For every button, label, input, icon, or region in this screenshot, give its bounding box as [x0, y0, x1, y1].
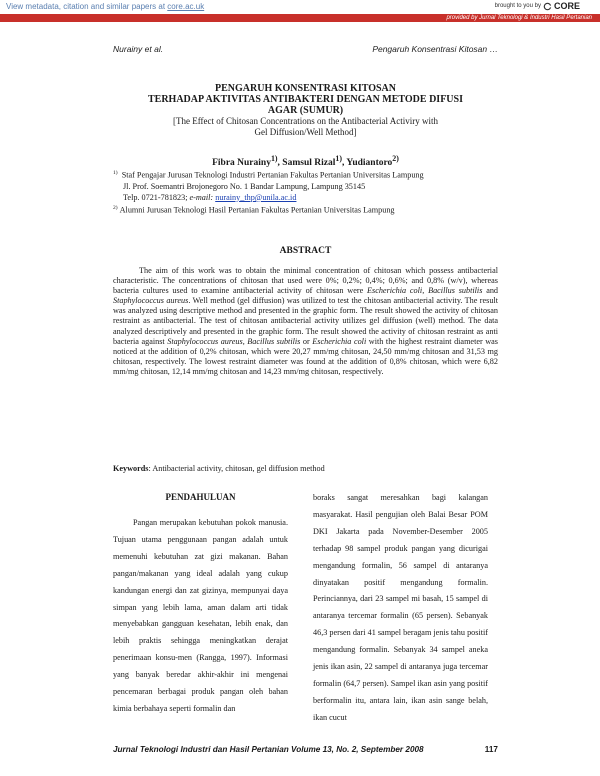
provided-by-bar: [0, 14, 600, 22]
journal-citation: Jurnal Teknologi Industri dan Hasil Pertanian Volume 13, No. 2, September 2008: [113, 745, 424, 754]
running-head-title: Pengaruh Konsentrasi Kitosan …: [372, 44, 498, 54]
affiliations: [113, 168, 513, 215]
keywords: [113, 464, 498, 473]
author-2: , Samsul Rizal: [277, 158, 336, 169]
section-heading-pendahuluan: PENDAHULUAN: [165, 492, 236, 502]
page-number: 117: [484, 745, 498, 754]
author-1: Fibra Nurainy: [212, 158, 271, 169]
author-list: Fibra Nurainy$^{1)}$, Samsul Rizal$^{1)}$, Yudiantoro$^{2)}$: [212, 154, 399, 169]
affiliation-contact: Telp. 0721-781823; e-mail: nurainy_thp@unila.ac.id: [123, 192, 297, 202]
keywords-text: : Antibacterial activity, chitosan, gel diffusion method: [148, 464, 325, 473]
english-title-line-2: Gel Diffusion/Well Method]: [254, 127, 357, 137]
title-line-2: TERHADAP AKTIVITAS ANTIBAKTERI DENGAN METODE DIFUSI: [148, 94, 463, 105]
paper-title: [113, 83, 498, 138]
english-title-line-1: [The Effect of Chitosan Concentrations on the Antibacterial Activiry with: [172, 116, 439, 126]
title-line-1: PENGARUH KONSENTRASI KITOSAN: [215, 83, 396, 94]
provided-by-text[interactable]: provided by Jurnal Teknologi & Industri Hasil Pertanian: [446, 15, 592, 21]
body-column-right: [313, 490, 488, 727]
body-text-left: Pangan merupakan kebutuhan pokok manusia. Tujuan utama penggunaan pangan adalah untuk memenuhi kebutuhan zat gizi makanan. Bahan pangan/makanan yang ideal adalah yang cukup kandungan energi dan zat gizinya, mempunyai daya simpan yang lebih lama, aman dalam arti tidak menyebabkan gangguan kesehatan, lebih enak, dan lebih praktis sehingga meningkatkan derajat penerimaan konsu-men (Rangga, 1997). Informasi yang banyak beredar akhir-akhir ini mengenai pencemaran berbagai produk pangan oleh bahan kimia berbahaya seperti formalin dan: [113, 518, 288, 713]
running-head-authors: Nurainy et al.: [113, 44, 164, 54]
affiliation-2: $^{2)}$ Alumni Jurusan Teknologi Hasil Pertanian Fakultas Pertanian Universitas Lampung: [113, 204, 395, 215]
core-logo-icon: [543, 2, 552, 11]
core-link[interactable]: core.ac.uk: [167, 2, 205, 11]
email-link[interactable]: nurainy_thp@unila.ac.id: [215, 192, 297, 202]
affiliation-1: $^{1)}$ Staf Pengajar Jurusan Teknologi Industri Pertanian Fakultas Pertanian Universitas Lampung: [113, 170, 424, 180]
abstract-heading: ABSTRACT: [279, 246, 332, 256]
abstract-text: The aim of this work was to obtain the minimal concentration of chitosan which possess antibacterial characteristic. The concentrations of chitosan that used were 0%; 0,2%; 0,4%; 0,6%; and 0,8% (w/v), whereas bacteria cultures used to examine antibacterial activity of chitosan were Escherichia coli, Bacillus subtilis and Staphylococcus aureus. Well method (gel diffusion) was utilized to test the chitosan antibacterial activity. The result was analyzed using descriptive method and presented in the graphic form. The result showed the activity of chitosan restraint as antibacterial. The test of chitosan antibacterial activity utilizes gel diffusion (well) method. The data analyzed descriptively and presented in the graphic form. The result showed the activity of chitosan restraint as anti bacteria against Staphylococcus aureus, Bacillus subtilis or Escherichia coli with the highest restraint diameter was noticed at the addition of 0,2% chitosan, which were 20,27 mm/mg chitosan, 24,50 mm/mg chitosan and 31,53 mg chitosan, respectively. The lowest restraint diameter was found at the addition of 0,8% chitosan, which were 6,82 mm/mg chitosan, 12,14 mm/mg chitosan and 14,23 mm/mg chitosan, respectively.: [113, 266, 499, 376]
affiliation-address: Jl. Prof. Soemantri Brojonegoro No. 1 Bandar Lampung, Lampung 35145: [123, 181, 366, 191]
core-brought-by[interactable]: brought to you by CORE: [494, 1, 580, 11]
author-3: , Yudiantoro: [341, 158, 393, 169]
body-text-right: boraks sangat meresahkan bagi kalangan masyarakat. Hasil pengujian oleh Balai Besar POM DKI Jakarta pada November-Desember 2005 terhadap 98 sampel produk pangan yang dicurigai mengandung formalin, 56 sampel di antaranya dinyatakan positif mengandung formalin. Perinciannya, dari 23 sampel mi basah, 15 sampel di antaranya tercemar formalin (65 persen). Sebanyak 46,3 persen dari 41 sampel beragam jenis tahu positif mengandung formalin. Sebanyak 34 sampel aneka jenis ikan asin, 22 sampel di antaranya juga tercemar formalin (64,7 persen). Sampel ikan asin yang positif berformalin itu, antara lain, ikan asin sange belah, ikan cucut: [313, 493, 488, 722]
keywords-label: Keywords: [113, 464, 149, 473]
body-column-left: [113, 490, 288, 718]
title-line-3: AGAR (SUMUR): [267, 105, 344, 116]
core-logo-text: CORE: [553, 1, 580, 11]
core-banner: [0, 0, 600, 12]
core-metadata-link-text[interactable]: View metadata, citation and similar papers at core.ac.uk: [6, 2, 205, 11]
